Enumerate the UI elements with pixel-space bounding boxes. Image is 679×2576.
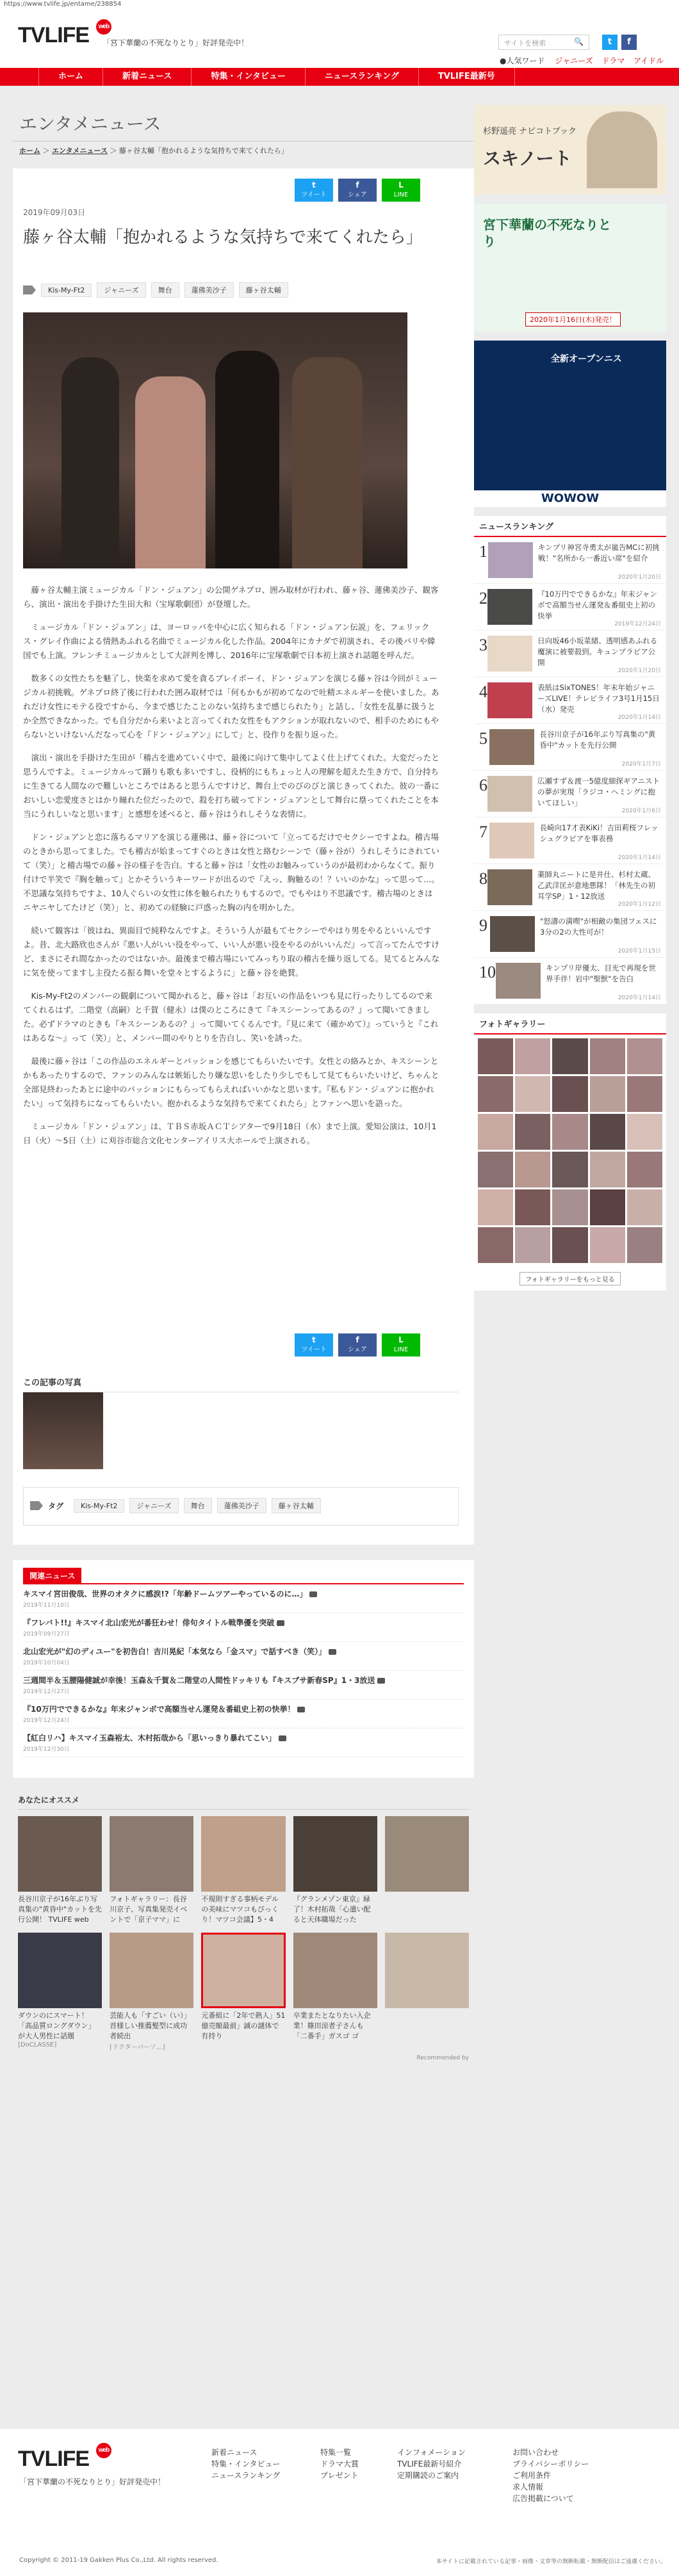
tag-renbutsu[interactable]: 蓮佛美沙子 [217, 1498, 266, 1513]
nav-ranking[interactable]: ニュースランキング [305, 68, 418, 86]
article-paragraph: ミュージカル「ドン・ジュアン」は、ヨーロッパを中心に広く知られる「ドン・ジュアン伝説」を、フェリックス・グレイ作曲による情熱あふれる名曲でミュージカル化した作品。2004年にカナダで初演され、その後パリや韓国でも上演。フレンチミュージカルとして大評判を博し、2016年に宝塚歌劇で日本初上演され話題を呼んだ。 [23, 622, 436, 660]
breadcrumb-current: 藤ヶ谷太輔「抱かれるような気持ちで来てくれたら」 [119, 147, 288, 155]
gallery-thumb[interactable] [515, 1038, 550, 1074]
tweet-button-bottom[interactable]: t ツイート [295, 1333, 333, 1356]
gallery-thumb[interactable] [590, 1076, 625, 1112]
gallery-thumb[interactable] [627, 1038, 662, 1074]
header-tag-johnnys[interactable]: ジャニーズ [555, 56, 593, 65]
photo-gallery [474, 1013, 666, 1291]
article-paragraph: 数多くの女性たちを魅了し、快楽を求めて愛を貪るプレイボーイ、ドン・ジュアンを演じる藤ヶ谷は今回がミュージカル初挑戦。ゲネプロ終了後に行われた囲み取材では「何もかもが初めてなので吐精エネルギーを使いました。あれだけ女性にモテる役ですから、今まで感じたことのない気持ちまで感じられたり」と話し、「女性を乱暴に扱うとか全然できなかった。でも自分だから来いよと言ってくれた女性をもアクションが取れないので、相手のためにもやらないといけないんだなって心を『ドン・ジュアン』にして」と、役作りを振り返った。 [23, 673, 439, 739]
gallery-heading: フォトギャラリー [474, 1013, 666, 1034]
article-paragraph: 最後に藤ヶ谷は「この作品のエネルギーとパッションを感じてもらいたいです。女性との絡みとか、キスシーンとかもあったりするので、ファンのみんなは嫉妬したり嫌な思いをしたり少しでもして見てもらいたいけど、ちゃんと全部見終わったあとに途中のパッションにもらってもらえればいいかなと思います。『私もドン・ジュアンに抱かれたい』って気持ちになってもらいたい。抱かれるような気持ちで来てくれたら」とファンへ思いを語った。 [23, 1056, 439, 1108]
tag-icon [23, 286, 36, 294]
recommend-section [13, 1791, 474, 2061]
footer-link[interactable]: プライバシーポリシー [512, 2459, 589, 2468]
ranking-item[interactable]: 9 "怒濤の満喫"が相敵の集団フェスに3分の2の大性可が！ 2020年1月15日 [474, 911, 666, 958]
tag-stage[interactable]: 舞台 [151, 282, 179, 298]
article-thumb[interactable] [23, 1392, 103, 1469]
related-item[interactable]: 【紅白リハ】キスマイ玉森裕太、木村拓哉から「思いっきり暴れてこい」 2019年12月30日 [23, 1728, 464, 1757]
gallery-thumb[interactable] [552, 1038, 587, 1074]
article-card [13, 168, 474, 1545]
ranking-item[interactable]: 7 長崎向17才表KiKi！吉田莉桜フレッシュグラビアを事表務 2020年1月14日 [474, 817, 666, 864]
banner-1-sub: 杉野遥亮 ナビコトブック [483, 127, 577, 136]
article-paragraph: ミュージカル「ドン・ジュアン」は、ＴＢＳ赤坂ＡＣＴシアターで9月18日（水）まで上演。愛知公演は、10月1日（火）〜5日（土）に刈谷市総合文化センターアイリス大ホールで上演される。 [23, 1122, 437, 1145]
ranking-item[interactable]: 10 キンプリ岸優太、目光で再現を世界手伴！岩中"聖獣"を告白 2020年1月14日 [474, 958, 666, 1004]
recommend-item[interactable]: 不規則すぎる事柄モデルの美味にマツコもびっくり！マツコ会議】5・4 [201, 1816, 285, 1925]
gallery-thumb[interactable] [478, 1227, 513, 1263]
gallery-thumb[interactable] [590, 1038, 625, 1074]
banner-2-note: 2020年1月16日(木)発売！ [525, 312, 621, 326]
gallery-thumb[interactable] [478, 1038, 513, 1074]
line-share-button-bottom[interactable]: L LINE [382, 1333, 420, 1356]
tag-johnnys[interactable]: ジャニーズ [97, 282, 145, 298]
ranking-heading: ニュースランキング [474, 516, 666, 537]
footer-link[interactable]: 定期購読のご案内 [397, 2471, 459, 2480]
gallery-thumb[interactable] [515, 1114, 550, 1150]
recommended-by[interactable]: Recommended by [416, 2055, 469, 2061]
tag-icon [30, 1501, 43, 1510]
recommend-heading: あなたにオススメ [18, 1791, 469, 1810]
header-tagline[interactable]: 「宮下華蘭の不死なりとり」好評発売中！ [102, 38, 249, 47]
banner-2-title: 宮下華蘭の不死なりとり [483, 217, 611, 249]
recommend-item[interactable] [385, 1933, 469, 2051]
tweet-button[interactable]: t ツイート [295, 179, 333, 202]
camera-icon [277, 1620, 284, 1626]
article-main-photo[interactable] [23, 312, 407, 568]
gallery-thumb[interactable] [590, 1114, 625, 1150]
tag-fujigaya[interactable]: 藤ヶ谷太輔 [272, 1498, 321, 1513]
gallery-thumb[interactable] [515, 1189, 550, 1225]
footer-link[interactable]: インフォメーション [397, 2448, 466, 2457]
related-item[interactable]: 『フレバト!!』キスマイ北山宏光が番狂わせ！俳句タイトル戦準優を突破 2019年09月27日 [23, 1613, 464, 1642]
footer-link[interactable]: ご利用条件 [512, 2471, 552, 2480]
facebook-share-button[interactable]: f シェア [338, 179, 377, 202]
gallery-thumb[interactable] [552, 1076, 587, 1112]
article-paragraph: 続いて観客は「彼はね、異面目で純粋なんですよ。そういう人が最もてセクシーでやはり男をやるといいんですよ。昔、北大路欣也さんが『悪い人がいい役をやって、いい人が悪い役をやるのがいいんだ』って言ってたんですけど、まさにそれ間なかったのではないか。最後まで稽古場にいてみっちり取の稽古を繰り返してる。見てるとみんなに気を使ってますし主役たる振る舞いを堂々とするように」と藤ヶ谷を絶賛。 [23, 926, 440, 978]
gallery-thumb[interactable] [478, 1114, 513, 1150]
footer-link[interactable]: 新着ニュース [211, 2448, 258, 2457]
nav-features[interactable]: 特集・インタビュー [191, 68, 304, 86]
site-logo[interactable]: TVLIFE web [18, 23, 89, 48]
footer-link[interactable]: ニュースランキング [211, 2471, 281, 2480]
article-paragraph: 藤ヶ谷太輔主演ミュージカル「ドン・ジュアン」の公開ゲネプロ、囲み取材が行われ、藤ヶ谷、蓮佛美沙子、観客ら、演出・演出を手掛けた生田大和（宝塚歌劇団）が登壇した。 [23, 585, 439, 609]
related-news [13, 1560, 474, 1778]
facebook-share-button-bottom[interactable]: f シェア [338, 1333, 377, 1356]
related-item[interactable]: 三週間半＆玉腰陽健誠が幸後！玉森＆千賀＆二階堂の人間性ドッキリも『キスブサ新春SP』1・3放送 2019年12月27日 [23, 1671, 464, 1700]
popular-words: ●人気ワード [500, 56, 545, 65]
tag-fujigaya[interactable]: 藤ヶ谷太輔 [239, 282, 288, 298]
footer-logo[interactable]: TVLIFE web [18, 2447, 89, 2472]
article-paragraph: 演出・演出を手掛けた生田が「稽古を進めていく中で、最後に向けて集中してよく仕上げてくれた。大変だったと思うんですよ。ミュージカルって踊りも歌も多いですし、役柄的にもちょっと人の理解を超えた生き方で、自分持ちに生きてる人間なので難しいところではあると思うんですけど、舞台上でのびのびと演じきってくれた。彼の一番においしい恋愛度さとはかり瞳れた位だったので、殺を打ち破ってドン・ジュアンとして舞台に塁ってくれたことを本当にうれしいなと思います」と感想を述べると、藤ヶ谷はうれしそうな表情に。 [23, 753, 439, 819]
gallery-thumb[interactable] [590, 1152, 625, 1187]
bottom-tags [30, 1498, 452, 1513]
ranking-item[interactable]: 5 長谷川京子が16年ぶり写真集の"黄昏中"カットを先行公開 2020年1月7日 [474, 724, 666, 771]
recommend-item[interactable]: 長谷川京子が16年ぶり写真集の"黄昏中"カットを先行公開！ TVLIFE web [18, 1816, 102, 1925]
ranking-item[interactable]: 8 薬師丸ニートに是井仕、杉村太蔵、乙武洋匡が意地悪隊！「林先生の初耳学SP」1・12放送 2020年1月12日 [474, 864, 666, 911]
logo-badge: web [96, 19, 111, 35]
main-column [13, 86, 474, 2061]
ranking-item[interactable]: 6 広瀬すず＆渡一5億度細探ギアニストの夢が実現「ラジコ・ヘミングに抱いてほしい」 2020年1月6日 [474, 771, 666, 817]
sidebar-banner-2[interactable] [474, 204, 666, 332]
sidebar-banner-3[interactable] [474, 341, 666, 507]
footer-link[interactable]: TVLIFE最新号紹介 [397, 2459, 462, 2468]
tag-renbutsu[interactable]: 蓮佛美沙子 [184, 282, 234, 298]
related-item[interactable]: 『10万円でできるかな』年末ジャンボで高額当せん運発＆番組史上初の快挙！ 2019年12月24日 [23, 1700, 464, 1728]
related-item[interactable]: キスマイ宮田俊哉、世界のオタクに感涙!?「年齢ドームツアーやっているのに…」 2019年11月10日 [23, 1584, 464, 1613]
recommend-grid [18, 1816, 469, 2051]
gallery-thumb[interactable] [627, 1114, 662, 1150]
search-input[interactable]: サイトを検索 [498, 35, 589, 50]
section-title: エンタメニュース [13, 105, 474, 141]
gallery-thumb[interactable] [590, 1189, 625, 1225]
banner-1-title: スキノート [483, 148, 572, 169]
gallery-thumb[interactable] [515, 1152, 550, 1187]
sidebar-banner-1[interactable] [474, 105, 666, 195]
gallery-thumb[interactable] [627, 1227, 662, 1263]
breadcrumb-section[interactable]: エンタメニュース [52, 147, 108, 155]
ranking-item[interactable]: 2 『10万円でできるかな』年末ジャンボで高額当せん運発＆番組史上初の快挙 2019年12月24日 [474, 584, 666, 631]
camera-icon [377, 1678, 385, 1684]
tags-label: タグ [48, 1501, 64, 1511]
footer-logo-badge: web [96, 2443, 111, 2458]
footer-link[interactable]: 特集一覧 [320, 2448, 352, 2457]
breadcrumb: ホーム ＞ エンタメニュース ＞ 藤ヶ谷太輔「抱かれるような気持ちで来てくれたら」 [19, 147, 288, 155]
url-bar[interactable]: https://www.tvlife.jp/entame/238854 [0, 0, 679, 9]
line-share-button[interactable]: L LINE [382, 179, 420, 202]
recommend-item[interactable]: 芸能人も「すごい（い）」首様しい推薦髪型に成功者続出 [ドクターパーソ…] [110, 1933, 193, 2051]
article-tags [23, 282, 288, 298]
camera-icon [279, 1735, 286, 1741]
site-header [0, 9, 679, 54]
bottom-tags-box [23, 1487, 459, 1525]
gallery-thumb[interactable] [515, 1227, 550, 1263]
gallery-thumb[interactable] [478, 1189, 513, 1225]
sidebar [474, 86, 666, 1291]
related-heading: 関連ニュース [23, 1568, 81, 1584]
gallery-thumb[interactable] [552, 1189, 587, 1225]
recommend-item[interactable]: 卒業またとなりたい入企業！篠田涼者子さんも「二番手」ガスゴ ゴ [293, 1933, 377, 2051]
facebook-icon[interactable]: f [621, 35, 637, 50]
site-footer [0, 2429, 679, 2576]
recommend-item[interactable]: 元番組に「2年で熱人」51億売額最前」誠の謎体で有持り [201, 1933, 285, 2051]
content-wrap [0, 86, 679, 2390]
ranking-item[interactable]: 1 キンプリ神宮寺勇太が嵐告MCに初挑戦！"名所から一番近い席"を紹介 2020年1月20日 [474, 537, 666, 584]
article-date: 2019年09月03日 [23, 208, 86, 217]
global-nav [0, 68, 679, 86]
header-tag-idol[interactable]: アイドル [634, 56, 664, 65]
tag-kismyft2[interactable]: Kis-My-Ft2 [41, 284, 92, 297]
related-item[interactable]: 北山宏光が"幻のディユー"を初告白！吉川晃紀「本気なら「金スマ」で話すべき（笑）」 2019年10月04日 [23, 1642, 464, 1671]
news-ranking [474, 516, 666, 1004]
camera-icon [329, 1649, 336, 1655]
header-links [0, 54, 679, 68]
footer-link[interactable]: プレゼント [320, 2471, 359, 2480]
share-buttons-top [295, 179, 420, 202]
footer-link[interactable]: お問い合わせ [512, 2448, 559, 2457]
camera-icon [309, 1591, 317, 1597]
recommend-item[interactable]: ダウンのにスマート！「高品質ロングダウン」が大人男性に話題 [DoCLASSE] [18, 1933, 102, 2051]
footer-col-4 [512, 2447, 589, 2504]
ranking-item[interactable]: 3 日向坂46小坂菜緒、透明感あふれる魔演に被要殺到。キュンプラビア公開 2020年1月20日 [474, 631, 666, 677]
footer-col-3 [397, 2447, 466, 2481]
nav-latest-issue[interactable]: TVLIFE最新号 [418, 68, 515, 86]
nav-news[interactable]: 新着ニュース [102, 68, 191, 86]
footer-col-1 [211, 2447, 281, 2481]
photos-heading: この記事の写真 [23, 1372, 459, 1392]
article-paragraph: ドン・ジュアンと恋に落ちるマリアを演じる蓮佛は、藤ヶ谷について「立ってるだけでセクシーですよね。稽古場のときから思ってました。でも稽古が始まってすぐのときは女性と絡むシーンで（藤ヶ谷が）うれしそうにされていて（笑）」と稽古場での藤ヶ谷の様子を告白。すると藤ヶ谷は「女性のお触みっていうのが最初わからなくて。振り付けで半笑で『胸を触って』とかそういうキーワードが出るので『えっ、胸触るの！？いいのかな』って思って…。不思議な気持ちですよ、10人ぐらいの女性に体を触られたりもするので。でもやはり不思議です。稽古場のときはニヤニヤしてたけど（笑）」と、初めての経験に戸惑った胸の内を明かした。 [23, 832, 440, 912]
share-buttons-bottom [295, 1333, 420, 1356]
header-tag-drama[interactable]: ドラマ [601, 56, 625, 65]
copyright: Copyright © 2011-19 Gakken Plus Co.,Ltd. All rights reserved. [19, 2557, 218, 2564]
gallery-thumb[interactable] [515, 1076, 550, 1112]
breadcrumb-home[interactable]: ホーム [19, 147, 40, 155]
article-title: 藤ヶ谷太輔「抱かれるような気持ちで来てくれたら」 [23, 228, 423, 247]
footer-link[interactable]: 求人情報 [512, 2483, 544, 2491]
twitter-icon[interactable]: t [602, 35, 618, 50]
tag-johnnys[interactable]: ジャニーズ [129, 1498, 178, 1513]
gallery-thumb[interactable] [627, 1189, 662, 1225]
wowow-logo: WOWOW [474, 490, 666, 507]
gallery-thumb[interactable] [552, 1227, 587, 1263]
search-icon[interactable]: 🔍 [574, 37, 584, 46]
recommend-item[interactable] [385, 1816, 469, 1925]
gallery-grid [474, 1034, 666, 1267]
disclaimer: 本サイトに記載されている記事・画像・文章等の無断転載・無断配信はご遠慮ください。 [436, 2559, 666, 2565]
footer-link[interactable]: ドラマ大賞 [320, 2459, 359, 2468]
camera-icon [297, 1707, 305, 1712]
recommend-item[interactable]: 『グランメゾン東京』緑了！木村拓哉「心遣い配ると天体職場だった [293, 1816, 377, 1925]
gallery-thumb[interactable] [627, 1152, 662, 1187]
gallery-thumb[interactable] [552, 1152, 587, 1187]
nav-home[interactable]: ホーム [38, 68, 102, 86]
tag-kismyft2[interactable]: Kis-My-Ft2 [74, 1499, 124, 1513]
footer-link[interactable]: 特集・インタビュー [211, 2459, 281, 2468]
gallery-thumb[interactable] [552, 1114, 587, 1150]
article-paragraph: Kis-My-Ft2のメンバーの観劇について聞かれると、藤ヶ谷は「お互いの作品をいつも見に行ったりしてるので来てくれるはず。二階堂（高嗣）と千賀（健永）は僕のところにきて『キスシーンってあるの？』って聞いてきました。必ずドラマのときも『キスシーンあるの？』って聞いてくるんです。『見に来て（確かめて）』っていうと『これはあるな〜』って（笑）」と、メンバー間のやりとりを告白し、笑いを誘った。 [23, 991, 439, 1043]
banner-3-title: 全新オープンニス [551, 354, 622, 364]
tag-stage[interactable]: 舞台 [184, 1498, 212, 1513]
ranking-item[interactable]: 4 表紙はSixTONES！年末年始ジャニーズLIVE！テレビライフ3号1月15日（水）発売 2020年1月14日 [474, 677, 666, 724]
footer-link[interactable]: 広告掲載について [512, 2494, 574, 2503]
recommend-item[interactable]: フォトギャラリー：長谷川京子、写真集発売イベントで「京子ママ」に [110, 1816, 193, 1925]
gallery-thumb[interactable] [590, 1227, 625, 1263]
footer-tagline: 「宮下華蘭の不死なりとり」好評発売中！ [19, 2477, 166, 2486]
gallery-thumb[interactable] [478, 1152, 513, 1187]
gallery-thumb[interactable] [478, 1076, 513, 1112]
article-body [23, 583, 439, 1157]
footer-col-2 [320, 2447, 359, 2481]
gallery-more-button[interactable]: フォトギャラリーをもっと見る [519, 1272, 621, 1285]
gallery-thumb[interactable] [627, 1076, 662, 1112]
